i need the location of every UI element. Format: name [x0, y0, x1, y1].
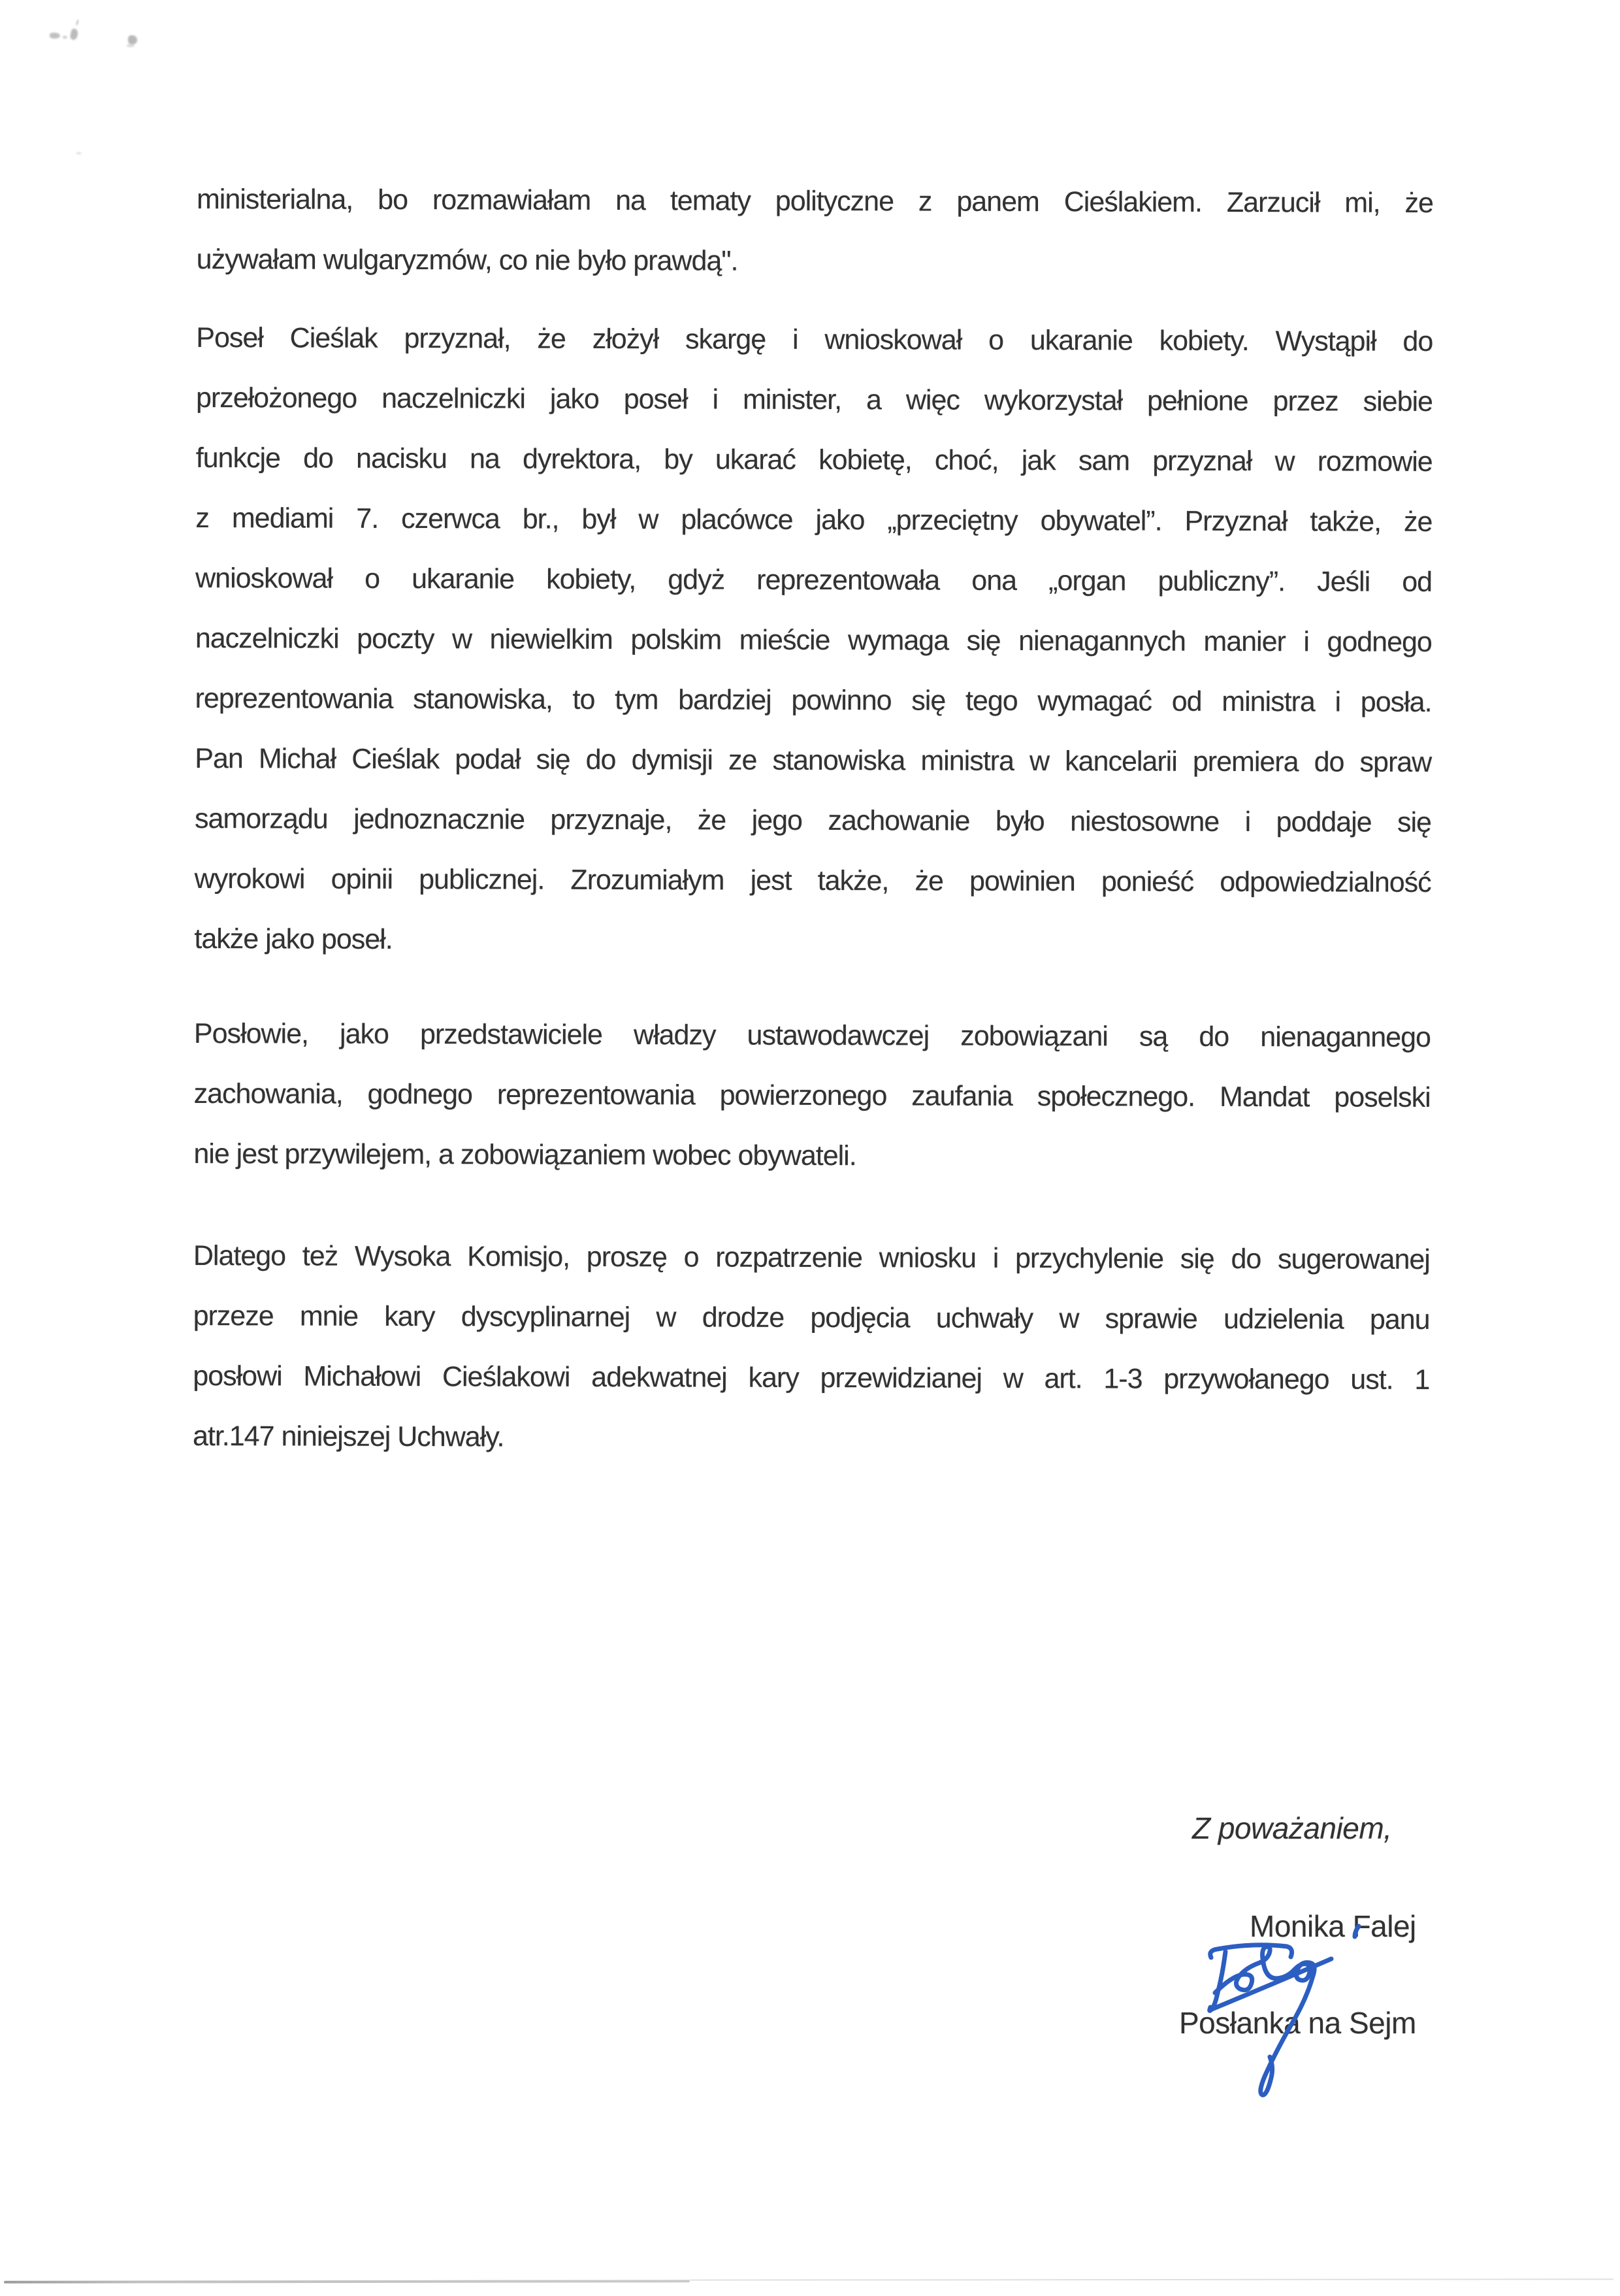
signer-name: Monika Falej — [1250, 1909, 1416, 1943]
handwritten-signature — [1202, 1914, 1372, 2110]
paragraph-line: Pan Michał Cieślak podał się do dymisji ze stanowiska ministra w kancelarii premiera do spraw — [195, 742, 1432, 778]
paragraph-line: Poseł Cieślak przyznał, że złożył skargę i wnioskował o ukaranie kobiety. Wystąpił do — [196, 322, 1433, 357]
paragraph — [193, 1226, 1430, 1470]
paragraph-line: posłowi Michałowi Cieślakowi adekwatnej kary przewidzianej w art. 1-3 przywołanego ust. 1 — [193, 1360, 1430, 1396]
paragraph-line: Posłowie, jako przedstawiciele władzy ustawodawczej zobowiązani są do nienagannego — [193, 1017, 1431, 1053]
signature-stroke — [1210, 1945, 1292, 1958]
paragraph-line: wnioskował o ukaranie kobiety, gdyż reprezentowała ona „organ publiczny”. Jeśli od — [195, 563, 1433, 598]
closing-salutation: Z poważaniem, — [1192, 1811, 1392, 1845]
paragraph-line: wyrokowi opinii publicznej. Zrozumiałym jest także, że powinien ponieść odpowiedzialność — [194, 862, 1431, 898]
paragraph-line: reprezentowania stanowiska, to tym bardziej powinno się tego wymagać od ministra i posła. — [195, 682, 1432, 718]
paragraph-line: także jako poseł. — [194, 923, 393, 955]
signer-title: Posłanka na Sejm — [1179, 2006, 1416, 2040]
paragraph-line: z mediami 7. czerwca br., był w placówce jako „przeciętny obywatel”. Przyznał także, że — [195, 502, 1433, 538]
paragraph — [197, 169, 1434, 293]
signature-stroke — [1210, 1952, 1225, 2010]
paragraph-line: Dlatego też Wysoka Komisjo, proszę o rozpatrzenie wniosku i przychylenie się do sugerowanej — [193, 1239, 1430, 1275]
paragraph-line: samorządu jednoznacznie przyznaje, że jego zachowanie było niestosowne i poddaje się — [194, 802, 1432, 838]
paragraph-line: ministerialna, bo rozmawiałam na tematy polityczne z panem Cieślakiem. Zarzucił mi, że — [196, 184, 1434, 219]
signature-stroke — [1215, 1946, 1314, 2095]
paragraph-line: używałam wulgaryzmów, co nie było prawdą". — [196, 244, 738, 277]
paragraph — [193, 1004, 1431, 1188]
paragraph-line: funkcje do nacisku na dyrektora, by ukarać kobietę, choć, jak sam przyznał w rozmowie — [195, 442, 1433, 478]
paragraph-line: atr.147 niniejszej Uchwały. — [192, 1420, 504, 1453]
signature-stroke — [1355, 1926, 1359, 1937]
paragraph — [194, 308, 1433, 973]
paragraph-line: zachowania, godnego reprezentowania powierzonego zaufania społecznego. Mandat poselski — [193, 1077, 1431, 1113]
paragraph-line: przeze mnie kary dyscyplinarnej w drodze podjęcia uchwały w sprawie udzielenia panu — [193, 1300, 1430, 1336]
paragraph-line: nie jest przywilejem, a zobowiązaniem wobec obywateli. — [193, 1138, 856, 1172]
paragraph-line: naczelniczki poczty w niewielkim polskim mieście wymaga się nienagannych manier i godnego — [195, 622, 1432, 658]
paragraph-line: przełożonego naczelniczki jako poseł i minister, a więc wykorzystał pełnione przez siebie — [195, 382, 1433, 418]
